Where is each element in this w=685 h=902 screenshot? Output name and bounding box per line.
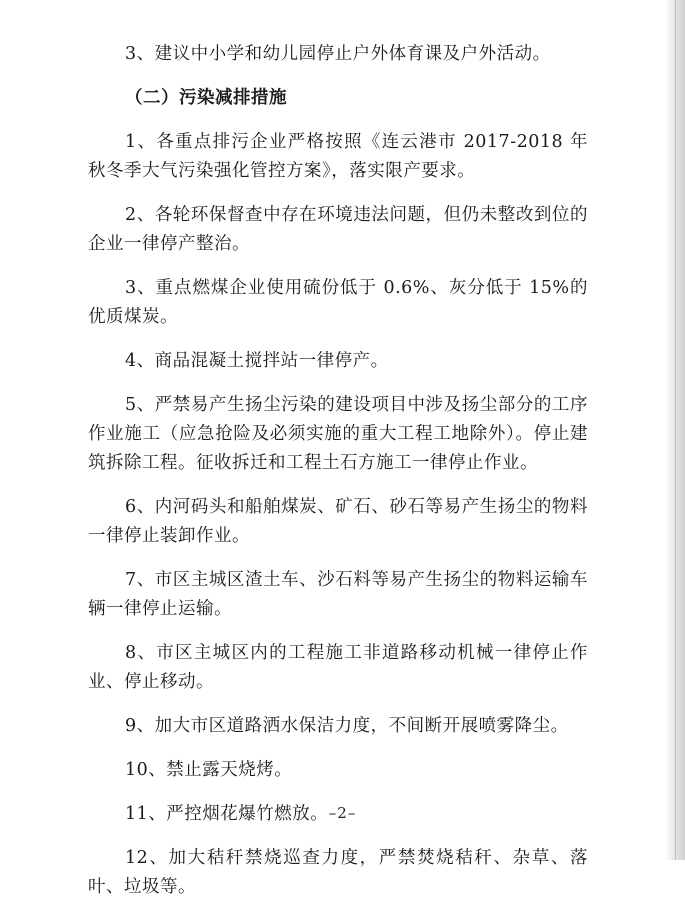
paragraph-item-9: 9、加大市区道路洒水保洁力度，不间断开展喷雾降尘。 — [125, 716, 569, 736]
paragraph-item-4: 4、商品混凝土搅拌站一律停产。 — [125, 351, 389, 371]
paragraph-item-7: 7、市区主城区渣土车、沙石料等易产生扬尘的物料运输车辆一律停止运输。 — [88, 570, 588, 619]
page-edge-shadow — [665, 0, 685, 860]
paragraph-item-10: 10、禁止露天烧烤。 — [125, 760, 293, 780]
paragraph-item-6: 6、内河码头和船舶煤炭、矿石、砂石等易产生扬尘的物料一律停止装卸作业。 — [88, 497, 588, 546]
section-heading-emission-reduction: （二）污染减排措施 — [125, 88, 287, 108]
paragraph-item-11: 11、严控烟花爆竹燃放。 — [125, 804, 329, 824]
document-body — [88, 40, 588, 902]
paragraph-item-1: 1、各重点排污企业严格按照《连云港市 2017-2018 年秋冬季大气污染强化管控方案》，落实限产要求。 — [88, 132, 588, 181]
paragraph-item-3-outdoor-activities: 3、建议中小学和幼儿园停止户外体育课及户外活动。 — [125, 44, 551, 64]
page-number: –2– — [328, 804, 357, 822]
paragraph-item-2: 2、各轮环保督查中存在环境违法问题，但仍未整改到位的企业一律停产整治。 — [88, 205, 588, 254]
paragraph-item-12: 12、加大秸秆禁烧巡查力度，严禁焚烧秸秆、杂草、落叶、垃圾等。 — [88, 848, 588, 897]
paragraph-item-8: 8、市区主城区内的工程施工非道路移动机械一律停止作业、停止移动。 — [88, 643, 588, 692]
paragraph-item-3-coal: 3、重点燃煤企业使用硫份低于 0.6%、灰分低于 15%的优质煤炭。 — [88, 278, 588, 327]
paragraph-item-5: 5、严禁易产生扬尘污染的建设项目中涉及扬尘部分的工序作业施工（应急抢险及必须实施的重大工程工地除外）。停止建筑拆除工程。征收拆迁和工程土石方施工一律停止作业。 — [88, 395, 588, 473]
